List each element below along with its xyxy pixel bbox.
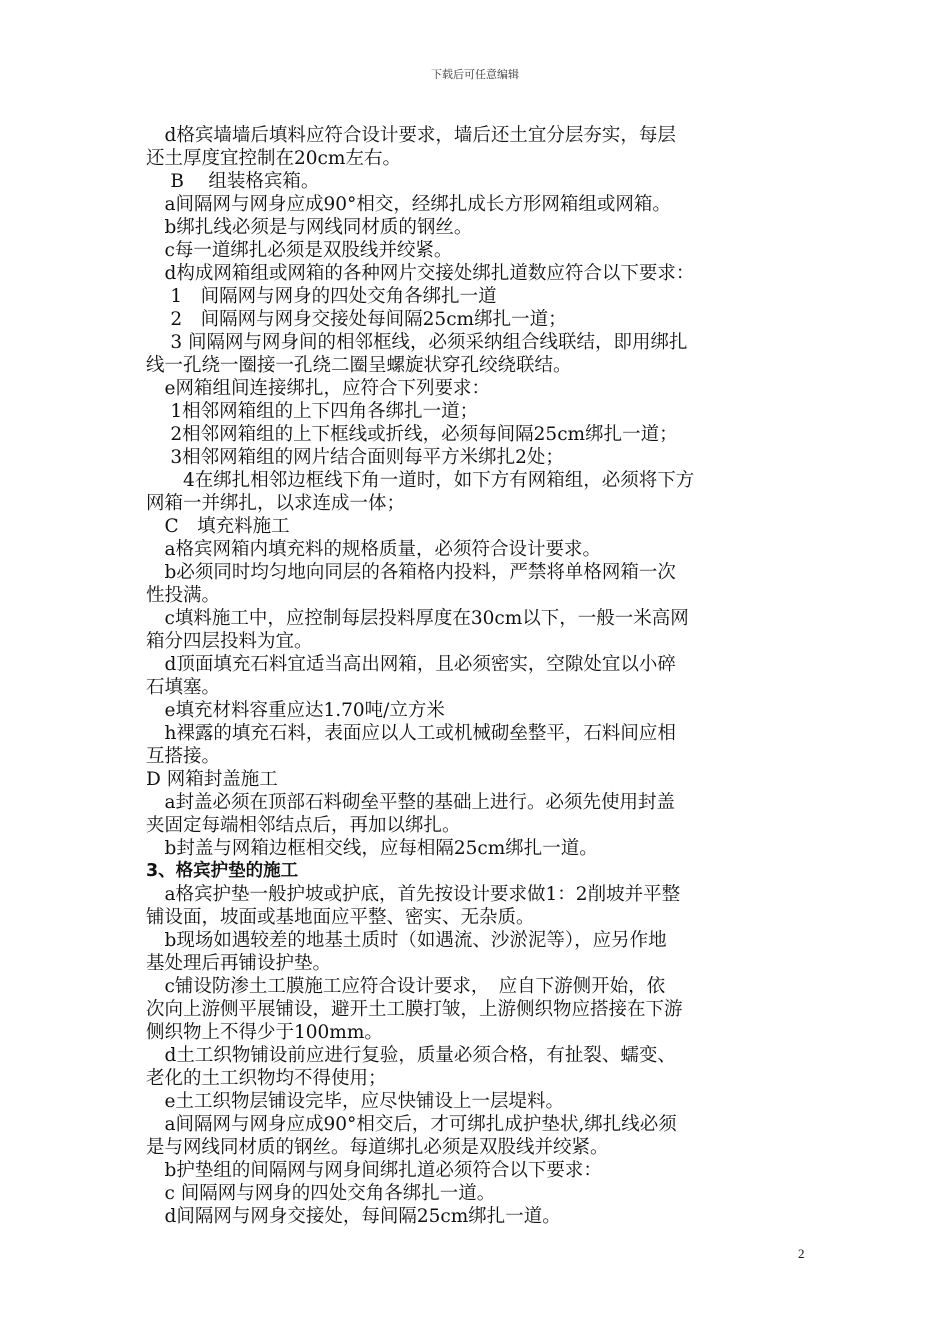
text-line: 夹固定每端相邻结点后，再加以绑扎。 [146,815,461,836]
text-line: b封盖与网箱边框相交线，应每相隔25cm绑扎一道。 [146,838,598,859]
text-line: b护垫组的间隔网与网身间绑扎道必须符合以下要求： [146,1160,602,1181]
text-line: 3 间隔网与网身间的相邻框线，必须采纳组合线联结，即用绑扎 [146,332,688,353]
text-line: 基处理后再铺设护垫。 [146,953,332,974]
text-line: c 间隔网与网身的四处交角各绑扎一道。 [146,1183,496,1204]
text-line: 铺设面，坡面或基地面应平整、密实、无杂质。 [146,907,535,928]
text-line: e填充材料容重应达1.70吨/立方米 [146,700,445,721]
text-line: a间隔网与网身应成90°相交，经绑扎成长方形网箱组或网箱。 [146,194,671,215]
text-line: 是与网线同材质的钢丝。每道绑扎必须是双股线并绞紧。 [146,1137,609,1158]
text-line: 次向上游侧平展铺设，避开土工膜打皱，上游侧织物应搭接在下游 [146,999,683,1020]
text-line: 2相邻网箱组的上下框线或折线，必须每间隔25cm绑扎一道； [146,424,678,445]
text-line: 网箱一并绑扎，以求连成一体； [146,493,406,514]
text-line: C 填充料施工 [146,516,290,537]
text-line: c铺设防渗土工膜施工应符合设计要求， 应自下游侧开始，依 [146,976,666,997]
text-line: d构成网箱组或网箱的各种网片交接处绑扎道数应符合以下要求： [146,263,695,284]
document-body [146,124,816,1228]
text-line: a间隔网与网身应成90°相交后，才可绑扎成护垫状,绑扎线必须 [146,1114,677,1135]
text-line: a格宾网箱内填充料的规格质量，必须符合设计要求。 [146,539,602,560]
text-line: e网箱组间连接绑扎，应符合下列要求： [146,378,490,399]
text-line: 3相邻网箱组的网片结合面则每平方米绑扎2处； [146,447,564,468]
text-line: 石填塞。 [146,677,221,698]
text-line: D 网箱封盖施工 [146,769,278,790]
text-line: 1相邻网箱组的上下四角各绑扎一道； [146,401,479,422]
text-line: a封盖必须在顶部石料砌垒平整的基础上进行。必须先使用封盖 [146,792,676,813]
text-line: 线一孔绕一圈接一孔绕二圈呈螺旋状穿孔绞绕联结。 [146,355,572,376]
text-line: d格宾墙墙后填料应符合设计要求，墙后还土宜分层夯实，每层 [146,125,676,146]
text-line: b必须同时均匀地向同层的各箱格内投料，严禁将单格网箱一次 [146,562,676,583]
text-line: 老化的土工织物均不得使用； [146,1068,387,1089]
text-line: e土工织物层铺设完毕，应尽快铺设上一层堤料。 [146,1091,564,1112]
text-line: 1 间隔网与网身的四处交角各绑扎一道 [146,286,497,307]
text-line: 性投满。 [146,585,221,606]
text-line: a格宾护垫一般护坡或护底，首先按设计要求做1：2削坡并平整 [146,884,681,905]
text-line: 还土厚度宜控制在20cm左右。 [146,148,401,169]
text-line: 互搭接。 [146,746,221,767]
text-line: b现场如遇较差的地基土质时（如遇流、沙淤泥等），应另作地 [146,930,667,951]
text-line: d间隔网与网身交接处，每间隔25cm绑扎一道。 [146,1206,561,1227]
text-line: B 组装格宾箱。 [146,171,320,192]
text-line: 4在绑扎相邻边框线下角一道时，如下方有网箱组，必须将下方 [146,470,695,491]
text-line: 箱分四层投料为宜。 [146,631,313,652]
text-line: d顶面填充石料宜适当高出网箱，且必须密实，空隙处宜以小碎 [146,654,676,675]
text-line: d土工织物铺设前应进行复验，质量必须合格，有扯裂、蠕变、 [146,1045,676,1066]
text-line: h裸露的填充石料，表面应以人工或机械砌垒整平，石料间应相 [146,723,676,744]
text-line: 2 间隔网与网身交接处每间隔25cm绑扎一道； [146,309,567,330]
section-heading: 3、格宾护垫的施工 [146,861,299,881]
text-line: b绑扎线必须是与网线同材质的钢丝。 [146,217,473,238]
text-line: 侧织物上不得少于100mm。 [146,1022,383,1043]
text-line: c每一道绑扎必须是双股线并绞紧。 [146,240,453,261]
page-number: 2 [798,1246,805,1261]
page-header: 下载后可任意编辑 [431,68,519,81]
text-line: c填料施工中，应控制每层投料厚度在30cm以下，一般一米高网 [146,608,689,629]
